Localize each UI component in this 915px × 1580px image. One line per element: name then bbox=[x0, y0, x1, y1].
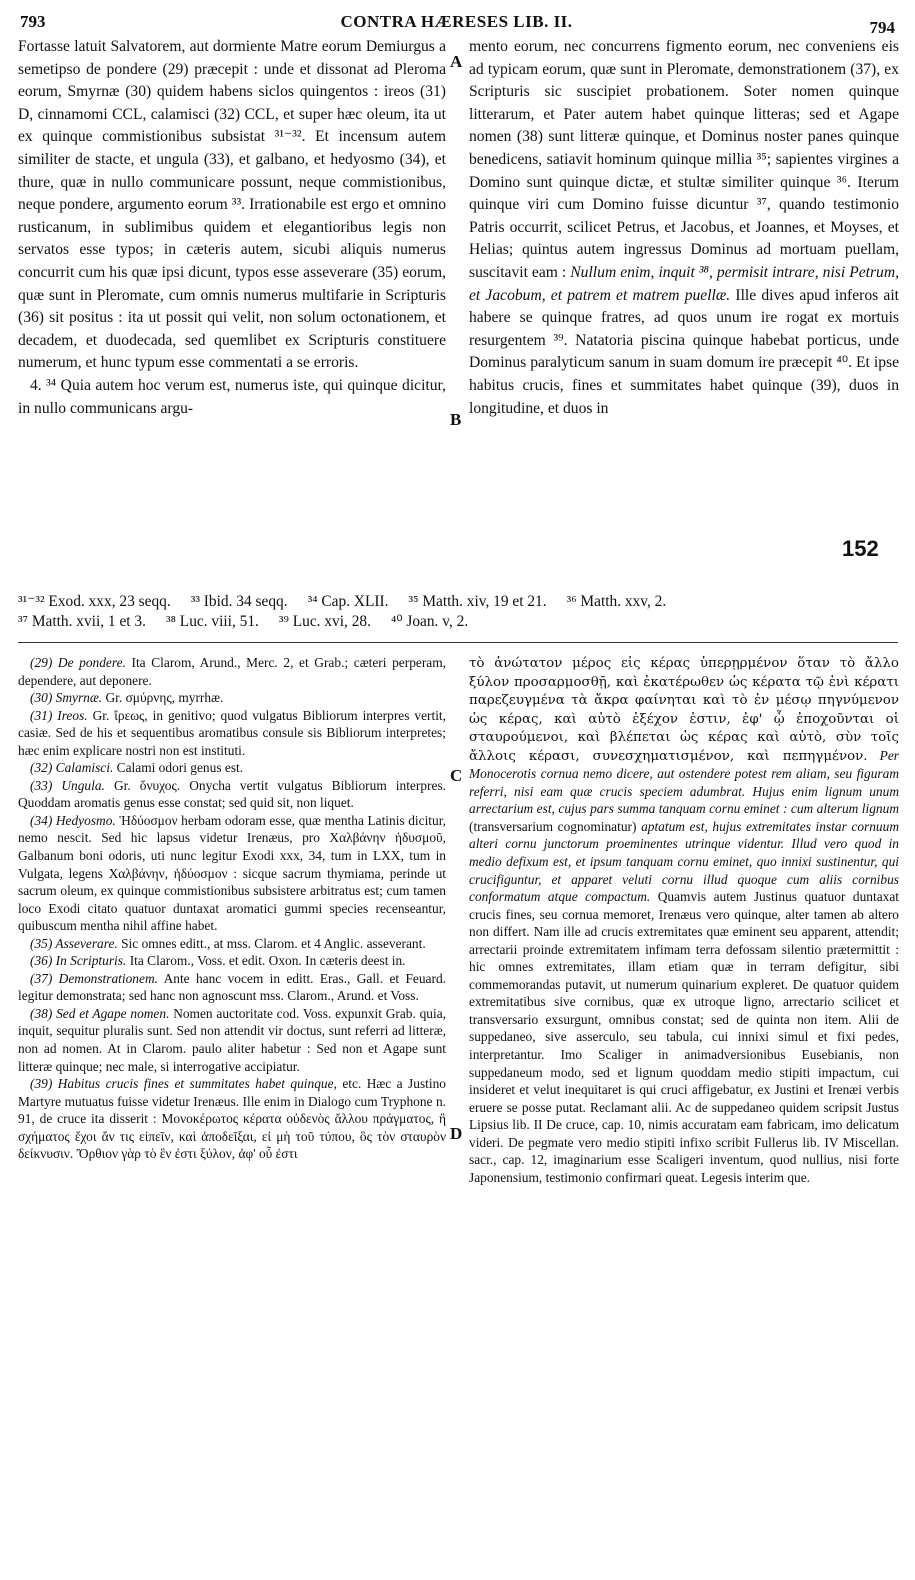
margin-letter-b: B bbox=[450, 410, 462, 429]
main-text-left-column bbox=[18, 36, 446, 420]
scripture-reference: ³⁴ Cap. XLII. bbox=[307, 593, 389, 610]
notes-left-column bbox=[18, 654, 446, 1163]
scripture-reference: ³⁵ Matth. xiv, 19 et 21. bbox=[408, 593, 547, 610]
page-number-right: 794 bbox=[869, 18, 895, 37]
note-body: Ita Clarom, Arund., Merc. 2, et Grab.; cæteri perperam, dependere, aut deponere. bbox=[18, 655, 446, 688]
editorial-note bbox=[18, 952, 446, 970]
latin-parenthetical: (transversarium cognominatur) bbox=[469, 818, 642, 834]
note-heading: (34) Hedyosmo. bbox=[30, 812, 116, 828]
note-body: Gr. ἴρεως, in genitivo; quod vulgatus Bibliorum interpres vertit, casiæ. Sed de his et sequentibus aromatibus consule sis Bibliorum interpretes; hæc enim explicare nostri non est instituti. bbox=[18, 707, 446, 758]
main-right-quote: Nullum enim, inquit ³⁸, permisit intrare, nisi Petrum, et Jacobum, et patrem et matrem puellæ. bbox=[469, 263, 899, 304]
note-body: Sic omnes editt., at mss. Clarom. et 4 Anglic. asseverant. bbox=[117, 935, 426, 951]
note-heading: (35) Asseverare. bbox=[30, 935, 118, 951]
note-heading: (36) In Scripturis. bbox=[30, 953, 127, 969]
note-body: Ante hanc vocem in editt. Eras., Gall. et Feuard. legitur demonstrata; sed hanc non agnoscunt mss. Clarom., Arund. et Voss. bbox=[18, 970, 446, 1004]
note-body: etc. Hæc a Justino Martyre mutuatus fuisse videtur Irenæus. Ille enim in Dialogo cum Tryphone n. 91, de cruce ita disserit : Μονοκέρωτος κέρατα οὐδενὸς ἄλλου πράγματος, ἢ σχήματος ἔχοι ἄν τις εἰπεῖν, καὶ ἀποδεῖξαι, εἰ μὴ τοῦ τύπου, ὃς τὸν σταυρὸν δείκνυσιν. Ὄρθιον γὰρ τὸ ἓν ἐστι ξύλον, ἀφ' οὗ ἐστι bbox=[18, 1076, 446, 1162]
greek-quote: τὸ ἀνώτατον μέρος εἰς κέρας ὑπερῃρμένον ὅταν τὸ ἄλλο ξύλον προσαρμοσθῇ, καὶ ἑκατέρωθεν ὡς κέρατα τῷ ἑνὶ κέρατι παρεζευγμένα τὰ ἄκρα φαίνηται καὶ τὸ ἐν μέσῳ πηγνύμενον ὡς κέρας, καὶ αὐτὸ ἐξέχον ἐστιν, ἐφ' ᾧ ἐποχοῦνται οἱ σταυρούμενοι, καὶ βλέπεται ὡς κέρας καὶ αὐτὸ, σὺν τοῖς ἄλλοις κέρασι, συνεσχηματισμένον, καὶ πεπηγμένον. bbox=[469, 656, 899, 764]
page-header bbox=[14, 8, 899, 37]
note-heading: (30) Smyrnæ. bbox=[30, 690, 103, 706]
scripture-reference: ³¹⁻³² Exod. xxx, 23 seqq. bbox=[18, 593, 171, 610]
note-heading: (29) De pondere. bbox=[30, 655, 126, 670]
margin-letter-a: A bbox=[450, 52, 463, 71]
note-body: Ita Clarom., Voss. et edit. Oxon. In cæteris deest in. bbox=[126, 953, 406, 969]
main-paragraph-left: Fortasse latuit Salvatorem, aut dormiente Matre eorum Demiurgus a semetipso de pondere (29) præcepit : unde et dissonat ad Pleroma eorum, Smyrnæ (30) quidem habens siclos quingentos : ireos (31) D, cinnamomi CCL, calamisci (32) CCL, et super hæc oleum, ita ut ex quinque commistionibus subsistat ³¹⁻³². Et incensum autem similiter de stacte, et ungula (33), et galbano, et hedyosmo (34), et thure, quæ in nullo communicare possunt, neque commistionibus, neque pondere, argumento eorum ³³. Irrationabile est ergo et omnino rusticanum, in sublimibus quidem et elegantioribus legis non servatos esse typos; in cæteris autem, sicubi aliquis numerus concurrit cum his quæ ipsi dicunt, typos esse asseverare (35) eorum, quæ sunt in Pleromate, cum omnis numerus multifarie in Scripturis (36) sit positus : ita ut possit qui velit, non solum octonationem, et decadem, et duodecada, sed quemlibet ex Scripturis constituere numerum, et hunc typum esse commentati a se erroris. bbox=[18, 38, 446, 372]
scripture-references-row-1 bbox=[18, 592, 898, 612]
editorial-note bbox=[18, 1005, 446, 1075]
notes-right-commentary: Quamvis autem Justinus quatuor duntaxat crucis fines, seu cornua memoret, Irenæus vero quinque, alter tamen ab altero non differt. Nam ille ad crucis extremitates quæ eminent seu apparent, attendit; arrectarii proinde extremitatem infimam terra defossam silentio prætermittit : hic omnes extremitates, illam etiam quæ in terram defigitur, sibi commemorandas putavit, ut numerum quinarium expleret. De quatuor quidem extremitatibus sive cornibus, quæ ex utroque ligno, arrectario scilicet et transversario exsurgunt, omnibus constat; sed de quinta non item. Alii de suppedaneo, sive asserculo, seu tabula, cui innixi simul et fixi pedes, interpretantur. Imo Scaliger in animadversionibus Eusebianis, non suppedaneum modo, sed et lignum quoddam medio stipiti impactum, cui insideret et velut inequitaret is qui cruci affigebatur, ex Justini et Irenæi verbis eruere se posse putat. Reclamant alii. Ac de suppedaneo quidem scripsit Justus Lipsius lib. II De cruce, cap. 10, nimis accuratam eam fabricam, imo delicatum videri. De pegmate vero medio stipiti infixo scribit Fullerus lib. IV Miscellan. sacr., cap. 12, imaginarium esse Scaligeri inventum, quod nullius, nisi forte Japonensium, testimonio confirmari queat. Legesis interim que. bbox=[469, 889, 900, 1185]
editorial-note bbox=[18, 935, 446, 953]
note-heading: (37) Demonstrationem. bbox=[30, 970, 158, 986]
note-body: Gr. σμύρνης, myrrhæ. bbox=[102, 690, 224, 706]
margin-letter-c: C bbox=[450, 766, 463, 785]
note-heading: (33) Ungula. bbox=[30, 777, 105, 793]
main-right-rest: Ille dives apud inferos ait habere se quinque fratres, ad quos unum ire rogat ex mortuis resurgentem ³⁹. Natatoria piscina quinque habebat porticus, unde Dominus paralyticum sanum in suam domum ire præcepit ⁴⁰. Et ipse habitus crucis, fines et summitates habet quinque (39), duos in longitudine, et duos in bbox=[469, 286, 899, 417]
editorial-note bbox=[18, 970, 446, 1005]
editorial-note bbox=[18, 707, 446, 760]
page-number-left: 793 bbox=[20, 12, 46, 31]
editorial-note bbox=[18, 812, 446, 935]
notes-right-paragraph bbox=[469, 654, 899, 1186]
scripture-reference: ³³ Ibid. 34 seqq. bbox=[190, 593, 288, 610]
note-body: Calami odori genus est. bbox=[113, 760, 244, 776]
editorial-note bbox=[18, 654, 446, 689]
editorial-note bbox=[18, 777, 446, 812]
note-body: Nomen auctoritate cod. Voss. expunxit Grab. quia, inquit, sequitur pluralis sunt. Sed non attendit vir doctus, sunt referri ad litteræ, non ad nomen. At in Clarom. paulo aliter habetur : Sed non et Agape sunt litteræ quinque; nec male, si interrogative accipiatur. bbox=[18, 1005, 446, 1074]
scripture-references bbox=[18, 592, 898, 632]
note-body: Ἡδύοσμον herbam odoram esse, quæ mentha Latinis dicitur, nemo nescit. Sed hic lapsus videtur Irenæus, pro Χαλβάνην ἡδυσμοῦ, Galbanum boni odoris, uti nunc legitur Exodi xxx, 34, tum in LXX, tum in Vulgata, legens Χαλβάνην, ἡδύοσμον : sicque sacrum thymiama, perinde ut sacrum oleum, ex quinque commistionibus subsistere arbitratus est; cum tamen loco Exodi citato quatuor duntaxat aromatici gummi species recenseantur, quibuscum mentha nihil affine habet. bbox=[18, 812, 446, 934]
margin-letter-d: D bbox=[450, 1124, 463, 1143]
notes-divider bbox=[18, 642, 898, 643]
scripture-reference: ³⁶ Matth. xxv, 2. bbox=[566, 593, 667, 610]
scripture-reference: ³⁹ Luc. xvi, 28. bbox=[278, 613, 371, 630]
running-title: CONTRA HÆRESES LIB. II. bbox=[340, 12, 573, 31]
note-heading: (39) Habitus crucis fines et summitates habet quinque, bbox=[30, 1076, 337, 1092]
latin-translation: Per Monocerotis cornua nemo dicere, aut ostendere potest rem aliam, seu figuram referri, nisi eam quæ crucis speciem adumbrat. Hujus enim lignum unum arrectarium est, cujus pars summa tanquam cornu eminet : cum alterum lignum bbox=[469, 747, 899, 817]
notes-right-column bbox=[469, 654, 899, 1186]
note-body: Gr. ὄνυχος. Onycha vertit vulgatus Bibliorum interpres. Quoddam aromatis genus esse constat; sed quid sit, non liquet. bbox=[18, 777, 446, 811]
note-heading: (32) Calamisci. bbox=[30, 760, 114, 776]
scripture-reference: ³⁸ Luc. viii, 51. bbox=[165, 613, 259, 630]
main-right-text: mento eorum, nec concurrens figmento eorum, nec conveniens eis ad typicam eorum, quæ sunt in Pleromate, demonstrationem (37), ex Scripturis sic suscipiet probationem. Soter nomen quinque litterarum, et Pater autem habet quinque litteras; sed et Agape nomen (38) sunt litteræ quinque, et Dominus noster panes quinque benedicens, satiavit hominum quinque millia ³⁵; sapientes virgines a Domino sunt quinque dictæ, et stultæ similiter quinque ³⁶. Iterum quinque viri cum Domino fuisse dicuntur ³⁷, quando testimonio Patris occurrit, scilicet Petrus, et Jacobus, et Joannes, et Moyses, et Helias; quintus autem ingressus Dominus ad mortuam puellam, suscitavit eam : bbox=[469, 38, 899, 281]
latin-translation-2: aptatum est, hujus extremitates instar cornuum alteri cornu junctorum proeminentes utrinque videntur. Illud vero quod in medio defixum est, et ipsum tanquam cornu eminet, quo innixi sustinentur, qui crucifiguntur, et apparet veluti cornu illud quoque cum aliis cornibus conformatum atque compactum. bbox=[469, 818, 899, 905]
scripture-reference: ³⁷ Matth. xvii, 1 et 3. bbox=[18, 613, 146, 630]
main-text-right-column bbox=[469, 36, 899, 420]
margin-number: 152 bbox=[842, 536, 879, 561]
scripture-reference: ⁴⁰ Joan. v, 2. bbox=[390, 613, 469, 630]
editorial-note bbox=[18, 759, 446, 777]
note-heading: (31) Ireos. bbox=[30, 707, 88, 723]
editorial-note bbox=[18, 1075, 446, 1163]
main-paragraph-left-4: 4. ³⁴ Quia autem hoc verum est, numerus iste, qui quinque dicitur, in nullo communicans argu- bbox=[18, 376, 446, 417]
main-paragraph-right bbox=[469, 36, 899, 420]
scripture-references-row-2 bbox=[18, 612, 898, 632]
note-heading: (38) Sed et Agape nomen. bbox=[30, 1005, 170, 1021]
editorial-note bbox=[18, 689, 446, 707]
